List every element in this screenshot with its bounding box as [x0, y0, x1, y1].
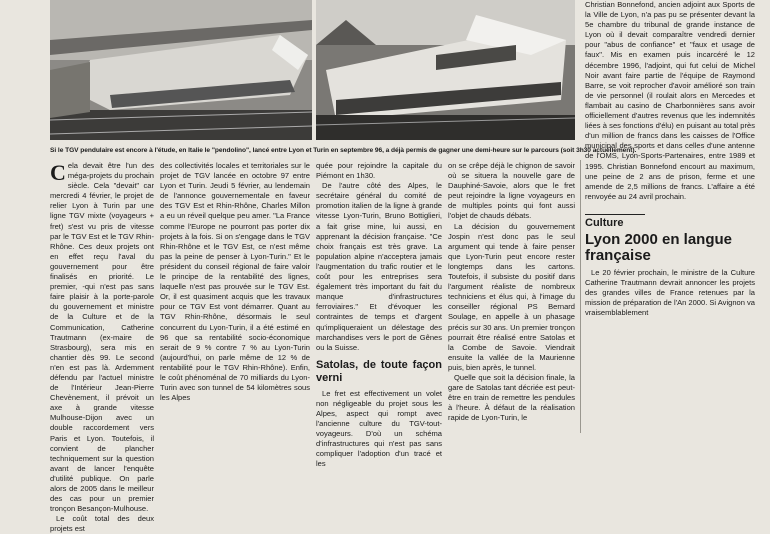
- culture-article: [585, 268, 755, 318]
- sidebar-article: [585, 0, 755, 202]
- article-paragraph: La décision du gouvernement Jospin n'est donc pas le seul argument qui tende à faire penser que Lyon-Turin peut encore rester longtemps dans les cartons. Toutefois, il subsiste du positif dans l'argument réaliste de nombreux techniciens et élus qui, à l'image du conseiller régional PS Bernard Soulage, en appelle à un phasage précis sur 30 ans. Un premier tronçon pourrait être réalisé entre Satolas et la Combe de Savoie. Viendrait ensuite la vallée de la Maurienne puis, bien après, le tunnel.: [448, 221, 575, 372]
- photo-pendolino: [316, 0, 575, 140]
- article-paragraph: Le fret est effectivement un volet non négligeable du projet sous les Alpes, aspect qui rompt avec l'ancienne culture du TGV-tout-voyageurs. D'où un schéma d'infrastructures qui n'est pas sans compliquer l'adoption d'un tracé et les: [316, 388, 442, 469]
- article-paragraph: ela devait être l'un des méga-projets du prochain siècle. Cela "devait" car mercredi 4 février, le projet de relier Lyon à Turin par une ligne TGV mixte (voyageurs + fret) s'est vu pris de vitesse par le TGV Est et le TGV Rhin-Rhône. Ces deux projets ont en effet reçu l'aval du gouvernement pour être finalisés en priorité. Le premier, -qui n'est pas sans faire plaisir à la porte-parole du gouvernement et ministre de la Culture et de la Communication, Catherine Trautmann (ex-maire de Strasbourg), sera mis en chantier dès 99. Le second n'en est pas là. Ardemment défendu par l'actuel ministre de l'Intérieur Jean-Pierre Chevènement, il prévoit un axe à grande vitesse Mulhouse-Dijon avec un double raccordement vers Paris et Lyon. Toutefois, il convient de plancher techniquement sur la question avant de lancer l'enquête d'utilité publique. On parle alors de 2005 dans le meilleur des cas pour un premier tronçon Besançon-Mulhouse.: [50, 161, 154, 514]
- article-paragraph: quée pour rejoindre la capitale du Piémont en 1h30.: [316, 161, 442, 181]
- culture-paragraph: Le 20 février prochain, le ministre de la Culture Catherine Trautmann devrait annoncer les projets des grandes villes de France retenues par la mission de préparation de l'An 2000. Si Avignon va vraisemblablement: [585, 267, 755, 318]
- article-paragraph: des collectivités locales et territoriales sur le projet de TGV lancée en octobre 97 entre Lyon et Turin. Jeudi 5 février, au lendemain de l'annonce gouvernementale en faveur des TGV Est et Rhin-Rhône, Charles Millon a eu un réveil quelque peu amer. "La France comme l'Europe ne pourront pas porter dix projets à la fois. Si on s'engage dans le TGV Rhin-Rhône et le TGV Est, ce n'est même pas la peine de penser à Lyon-Turin." Et le président du conseil régional de faire valoir le principe de la rentabilité des lignes, laquelle n'est pas prouvée sur le TGV Est. Or, il est quasiment acquis que les travaux pour ce TGV Est vont démarrer. Quant au TGV Rhin-Rhône, désormais le seul concurrent du Lyon-Turin, il a été estimé en 96 que sa rentabilité socio-économique serait de 9 % contre 7 % au Lyon-Turin (aujourd'hui, on parle même de 12 % de rentabilité pour le TGV Rhin-Rhône). Enfin, le coût phénoménal de 70 milliards du Lyon-Turin avec son tunnel de 54 kilomètres sous les Alpes: [160, 161, 310, 403]
- train-photo-left-image: [50, 0, 312, 140]
- article-column-2: [160, 161, 310, 433]
- culture-section-label: Culture: [585, 214, 645, 230]
- article-column-3: [316, 161, 442, 469]
- article-paragraph: De l'autre côté des Alpes, le secrétaire général du comité de promotion italien de la ligne à grande vitesse Lyon-Turin, Bruno Bottiglieri, a fait grise mine, lui aussi, en apprenant la décision française. "Ce choix français est très grave. La population alpine n'acceptera jamais l'augmentation du trafic routier et le coût pour les entreprises sera également très important du fait du manque d'infrastructures ferroviaires." Et d'évoquer les contraintes de temps et d'argent qu'impliqueraient un délestage des marchandises vers le port de Gênes ou la Suisse.: [316, 181, 442, 352]
- article-column-1: [50, 160, 154, 534]
- culture-headline: Lyon 2000 en langue française: [585, 230, 732, 264]
- article-paragraph: on se crêpe déjà le chignon de savoir où se situera la nouvelle gare de Dauphiné-Savoie, alors que le fret peut rejoindre la ligne voyageurs en de multiples points qui font aussi l'objet de chauds débats.: [448, 161, 575, 221]
- article-paragraph: Le coût total des deux projets est: [50, 514, 154, 534]
- photo-tgv-station: [50, 0, 312, 140]
- photo-caption: Si le TGV pendulaire est encore à l'étude, en Italie le "pendolino", lancé entre Lyon et Turin en septembre 96, a déjà permis de gagner une demi-heure sur le parcours (soit 3h30 actuellement).: [50, 147, 637, 154]
- train-photo-right-image: [316, 0, 575, 140]
- sidebar-column: [585, 0, 755, 433]
- article-subheading: Satolas, de toute façon verni: [316, 358, 442, 384]
- article-column-4: [448, 161, 575, 433]
- column-divider: [580, 160, 581, 433]
- dropcap: C: [50, 160, 66, 185]
- sidebar-paragraph: Christian Bonnefond, ancien adjoint aux Sports de la Ville de Lyon, n'a pas pu se présenter devant la 5e chambre du tribunal de grande instance de Lyon où il devait comparaître vendredi dernier pour "abus de confiance" et "faux et usage de faux". Mis en examen puis incarcéré le 12 décembre 1996, l'adjoint, qui fut celui de Michel Noir avant faire partie de l'équipe de Raymond Barre, se voit reprocher d'avoir amélioré son train de vie personnel (il roulait alors en Mercedes et flambait au casino de Charbonnières sans avoir officiellement d'autres revenus que les indemnités liées à ses fonctions d'élu) en puisant au total près d'un million de francs dans les caisses de l'Office municipal des sports et dans celles d'une antenne de l'OMS, Lyon-Sports-Partenaires, entre 1989 et 1995. Christian Bonnefond encourt au maximum, une peine de 2 ans de prison, ferme et une amende de 2,5 millions de francs. L'affaire a été renvoyée au 24 avril prochain.: [585, 0, 755, 201]
- article-paragraph: Quelle que soit la décision finale, la gare de Satolas tant décriée est peut-être en train de remettre les pendules à l'heure. À défaut de la réalisation rapide de Lyon-Turin, le: [448, 372, 575, 423]
